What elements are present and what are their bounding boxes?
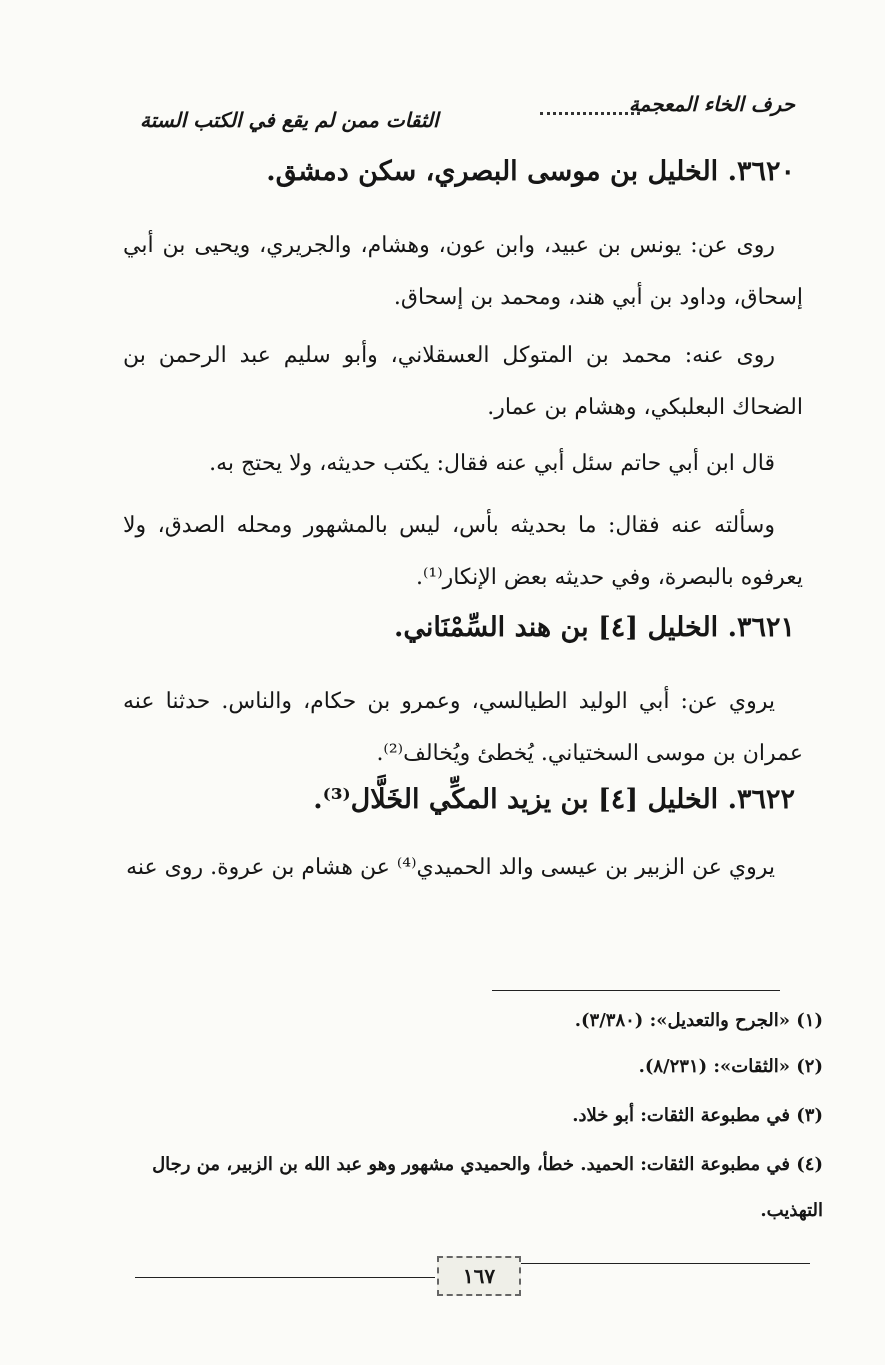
entry-title-3622: ٣٦٢٢. الخليل [٤] بن يزيد المكِّي الخَلَّال⁽³⁾. <box>313 784 795 815</box>
entry-3621-narrated-from <box>123 676 803 780</box>
entry-title-3621: ٣٦٢١. الخليل [٤] بن هند السِّمْنَاني. <box>393 612 795 643</box>
running-head-section: حرف الخاء المعجمة <box>628 92 795 116</box>
footnote-2: (٢) «الثقات»: (٨/٢٣١). <box>638 1056 823 1077</box>
entry-3620-abi-hatim <box>123 438 803 490</box>
running-head-book-title: الثقات ممن لم يقع في الكتب الستة <box>140 108 439 132</box>
page-number: ١٦٧ <box>437 1256 521 1296</box>
footnote-separator <box>492 990 780 991</box>
paragraph-text: وسألته عنه فقال: ما بحديثه بأس، ليس بالمشهور ومحله الصدق، ولا يعرفوه بالبصرة، وفي حديثه بعض الإنكار⁽¹⁾. <box>123 513 803 590</box>
paragraph-text: قال ابن أبي حاتم سئل أبي عنه فقال: يكتب حديثه، ولا يحتج به. <box>209 451 775 476</box>
footnote-3: (٣) في مطبوعة الثقات: أبو خلاد. <box>572 1105 823 1126</box>
folio-rule-right <box>520 1263 810 1264</box>
entry-title-3620: ٣٦٢٠. الخليل بن موسى البصري، سكن دمشق. <box>266 156 795 187</box>
entry-3620-assessment <box>123 500 803 604</box>
entry-3620-narrated-from <box>123 220 803 324</box>
running-head <box>140 92 795 140</box>
entry-3620-narrated-by <box>123 330 803 434</box>
footnote-4: (٤) في مطبوعة الثقات: الحميد. خطأ، والحميدي مشهور وهو عبد الله بن الزبير، من رجال التهذيب. <box>152 1154 823 1221</box>
running-head-dots <box>540 112 640 115</box>
footnote-1: (١) «الجرح والتعديل»: (٣/٣٨٠). <box>574 1010 823 1031</box>
folio-rule-left <box>135 1277 435 1278</box>
paragraph-text: يروي عن الزبير بن عيسى والد الحميدي⁽⁴⁾ عن هشام بن عروة. روى عنه <box>126 855 775 880</box>
paragraph-text: روى عنه: محمد بن المتوكل العسقلاني، وأبو سليم عبد الرحمن بن الضحاك البعلبكي، وهشام بن عمار. <box>123 343 803 420</box>
entry-3622-narrated-from <box>123 842 803 894</box>
paragraph-text: يروي عن: أبي الوليد الطيالسي، وعمرو بن حكام، والناس. حدثنا عنه عمران بن موسى السختياني. يُخطئ ويُخالف⁽²⁾. <box>123 689 803 766</box>
paragraph-text: روى عن: يونس بن عبيد، وابن عون، وهشام، والجريري، ويحيى بن أبي إسحاق، وداود بن أبي هند، ومحمد بن إسحاق. <box>123 233 803 310</box>
